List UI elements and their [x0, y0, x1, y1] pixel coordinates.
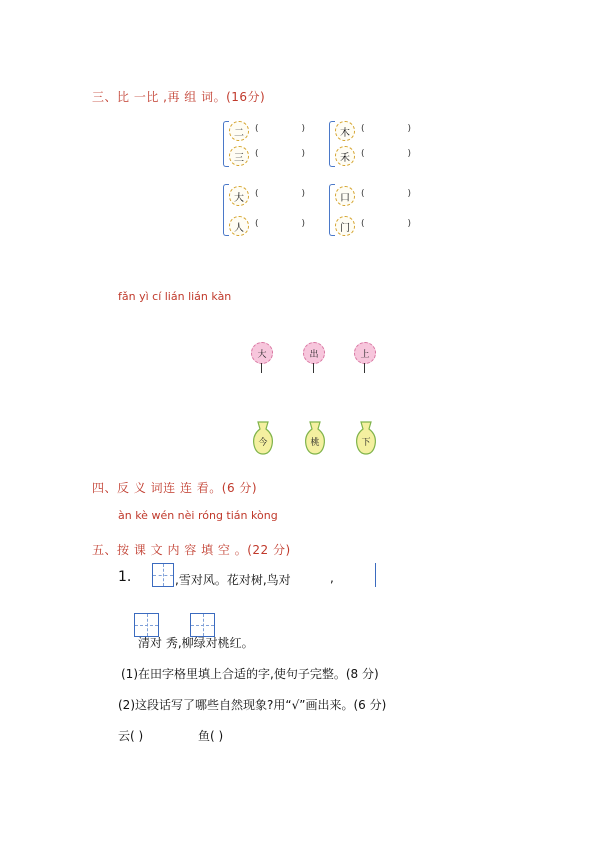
section-3-heading: 三、比 一比 ,再 组 词。(16分): [92, 90, 266, 104]
answer-blank[interactable]: ( ): [255, 149, 305, 159]
question-2: (2)这段话写了哪些自然现象?用“√”画出来。(6 分): [118, 698, 387, 712]
flower-card[interactable]: [303, 342, 325, 374]
flower-icon: 大: [251, 342, 273, 364]
answer-blank[interactable]: ( ): [255, 124, 305, 134]
pinyin-instruction: àn kè wén nèi róng tián kòng: [118, 509, 278, 522]
flower-card[interactable]: [354, 342, 376, 374]
answer-blank[interactable]: ( ): [361, 149, 411, 159]
brace: [329, 121, 335, 167]
brace: [223, 121, 229, 167]
character-circle: 木: [335, 121, 355, 141]
section-5-heading: 五、按 课 文 内 容 填 空 。(22 分): [92, 543, 291, 557]
answer-blank[interactable]: ( ): [361, 189, 411, 199]
answer-blank[interactable]: ( ): [255, 189, 305, 199]
answer-blank[interactable]: ( ): [361, 124, 411, 134]
answer-blank[interactable]: ( ): [361, 219, 411, 229]
character-circle: 禾: [335, 146, 355, 166]
brace: [329, 184, 335, 236]
item-number: 1.: [118, 569, 132, 585]
flower-stem: [364, 363, 365, 373]
character-circle: 三: [229, 146, 249, 166]
choice-cloud[interactable]: 云( ): [118, 729, 144, 743]
vase-card[interactable]: [354, 421, 378, 455]
tian-grid-box[interactable]: [152, 563, 174, 587]
couplet-comma: ,: [330, 571, 334, 585]
flower-stem: [261, 363, 262, 373]
character-circle: 门: [335, 216, 355, 236]
section-4-heading: 四、反 义 词连 连 看。(6 分): [92, 481, 258, 495]
grid-edge: [375, 563, 376, 587]
choice-fish[interactable]: 鱼( ): [198, 729, 224, 743]
pinyin-instruction: fǎn yì cí lián lián kàn: [118, 290, 232, 303]
answer-blank[interactable]: ( ): [255, 219, 305, 229]
flower-stem: [313, 363, 314, 373]
vase-card[interactable]: [303, 421, 327, 455]
vase-card[interactable]: [251, 421, 275, 455]
flower-icon: 出: [303, 342, 325, 364]
character-circle: 口: [335, 186, 355, 206]
character-circle: 人: [229, 216, 249, 236]
couplet-line-1: ,雪对风。花对树,鸟对: [175, 573, 291, 587]
vase-label: 今: [258, 438, 268, 448]
brace: [223, 184, 229, 236]
flower-card[interactable]: [251, 342, 273, 374]
vase-label: 桃: [310, 438, 320, 448]
flower-icon: 上: [354, 342, 376, 364]
couplet-line-2: 清对 秀,柳绿对桃红。: [138, 636, 254, 650]
question-1: (1)在田字格里填上合适的字,使句子完整。(8 分): [121, 667, 379, 681]
character-circle: 二: [229, 121, 249, 141]
vase-label: 下: [361, 438, 371, 448]
character-circle: 大: [229, 186, 249, 206]
